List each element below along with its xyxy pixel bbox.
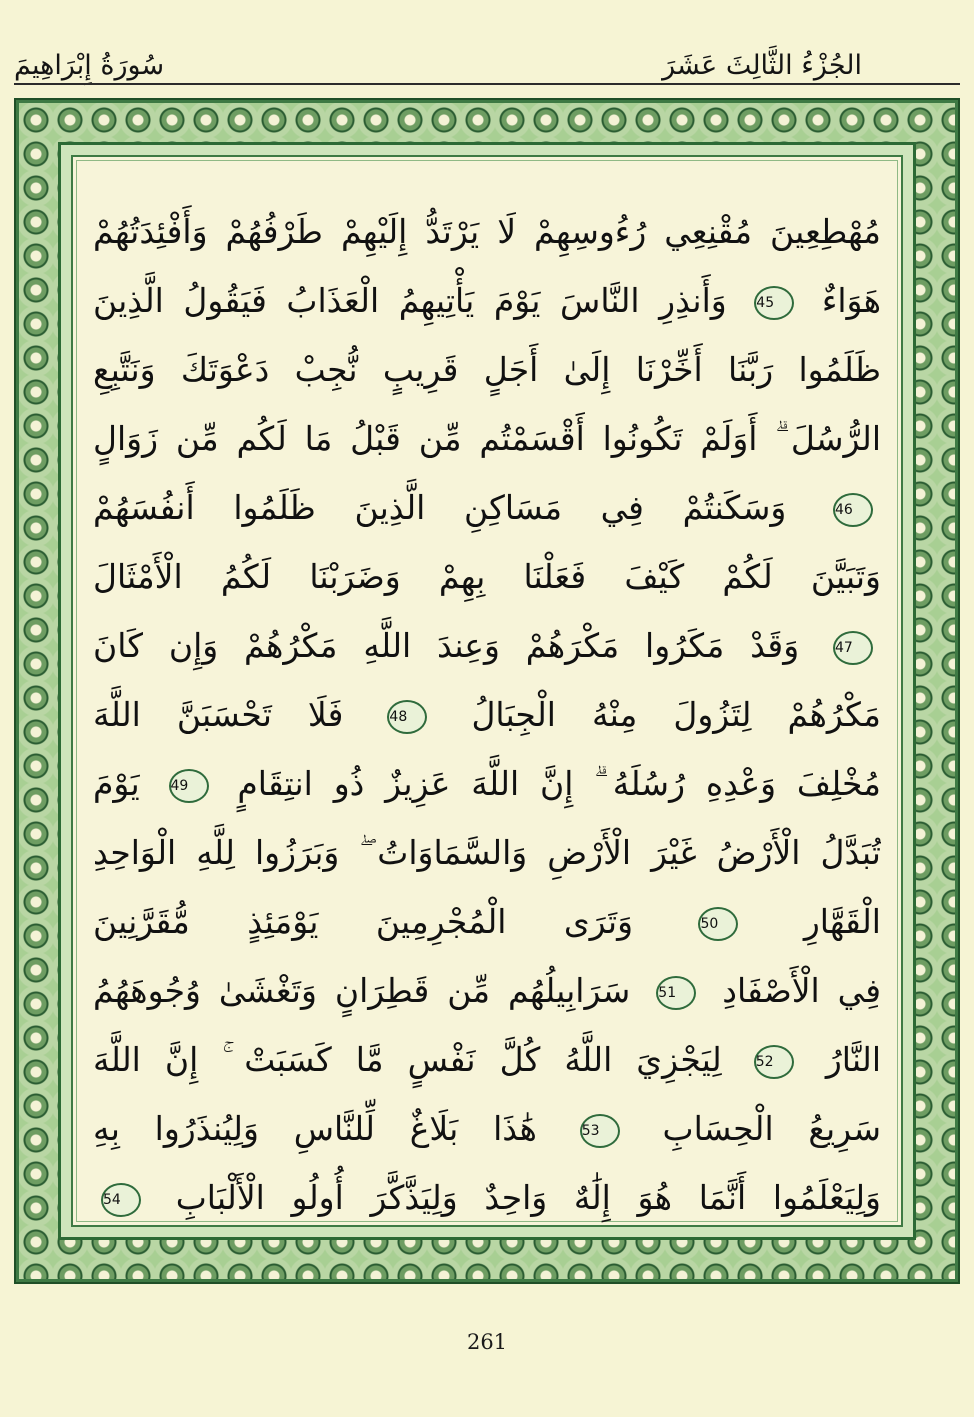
verse-text: النَّارُ — [825, 1040, 881, 1079]
ayah-number-marker: 48 — [387, 700, 427, 734]
juz-header: الجُزْءُ الثَّالِثَ عَشَرَ — [662, 50, 862, 81]
verse-text: فَلَا تَحْسَبَنَّ اللَّهَ — [93, 695, 344, 734]
verse-lines — [93, 197, 881, 1232]
verse-text: وَتَرَى الْمُجْرِمِينَ يَوْمَئِذٍ مُّقَرَّنِينَ — [93, 902, 634, 941]
verse-line — [93, 680, 881, 749]
text-panel — [71, 155, 903, 1227]
verse-line — [93, 1163, 881, 1232]
surah-header: سُورَةُ إِبْرَاهِيمَ — [14, 50, 165, 81]
verse-text: وَتَبَيَّنَ لَكُمْ كَيْفَ فَعَلْنَا بِهِمْ وَضَرَبْنَا لَكُمُ الْأَمْثَالَ — [93, 557, 881, 596]
ayah-number-marker: 52 — [754, 1045, 794, 1079]
verse-text: مُخْلِفَ وَعْدِهِ رُسُلَهُ ۗ إِنَّ اللَّهَ عَزِيزٌ ذُو انتِقَامٍ — [237, 764, 881, 803]
ayah-number-marker: 49 — [169, 769, 209, 803]
verse-line — [93, 335, 881, 404]
ayah-number-marker: 53 — [580, 1114, 620, 1148]
verse-text: هَوَاءٌ — [821, 281, 881, 320]
verse-line — [93, 818, 881, 887]
verse-text: الرُّسُلَ ۗ أَوَلَمْ تَكُونُوا أَقْسَمْتُم مِّن قَبْلُ مَا لَكُم مِّن زَوَالٍ — [93, 419, 881, 458]
ayah-number-marker: 50 — [698, 907, 738, 941]
ayah-number-marker: 46 — [833, 493, 873, 527]
ayah-number-marker: 51 — [656, 976, 696, 1010]
verse-line — [93, 611, 881, 680]
verse-text: وَلِيَعْلَمُوا أَنَّمَا هُوَ إِلَٰهٌ وَاحِدٌ وَلِيَذَّكَّرَ أُولُو الْأَلْبَابِ — [175, 1178, 881, 1217]
verse-line — [93, 197, 881, 266]
ornamental-frame — [14, 98, 960, 1284]
header-rule — [14, 83, 960, 85]
ayah-number-marker: 47 — [833, 631, 873, 665]
verse-text: وَأَنذِرِ النَّاسَ يَوْمَ يَأْتِيهِمُ الْعَذَابُ فَيَقُولُ الَّذِينَ — [93, 281, 727, 320]
verse-line — [93, 266, 881, 335]
verse-text: مَكْرُهُمْ لِتَزُولَ مِنْهُ الْجِبَالُ — [471, 695, 881, 734]
page-number: 261 — [466, 1330, 508, 1354]
verse-line — [93, 1025, 881, 1094]
verse-line — [93, 1094, 881, 1163]
verse-text: ظَلَمُوا رَبَّنَا أَخِّرْنَا إِلَىٰ أَجَلٍ قَرِيبٍ نُّجِبْ دَعْوَتَكَ وَنَتَّبِعِ — [93, 350, 881, 389]
frame-inner-rule — [58, 142, 916, 1240]
verse-line — [93, 956, 881, 1025]
verse-line — [93, 542, 881, 611]
ayah-number-marker: 45 — [754, 286, 794, 320]
verse-text: تُبَدَّلُ الْأَرْضُ غَيْرَ الْأَرْضِ وَالسَّمَاوَاتُ ۖ وَبَرَزُوا لِلَّهِ الْوَاحِدِ — [93, 833, 881, 872]
verse-text: لِيَجْزِيَ اللَّهُ كُلَّ نَفْسٍ مَّا كَسَبَتْ ۚ إِنَّ اللَّهَ — [93, 1040, 722, 1079]
verse-text: فِي الْأَصْفَادِ — [722, 971, 881, 1010]
verse-line — [93, 404, 881, 473]
verse-line — [93, 749, 881, 818]
ayah-number-marker: 54 — [101, 1183, 141, 1217]
verse-text: سَرِيعُ الْحِسَابِ — [662, 1109, 881, 1148]
verse-text: وَسَكَنتُمْ فِي مَسَاكِنِ الَّذِينَ ظَلَمُوا أَنفُسَهُمْ — [93, 488, 787, 527]
verse-line — [93, 473, 881, 542]
verse-text: وَقَدْ مَكَرُوا مَكْرَهُمْ وَعِندَ اللَّهِ مَكْرُهُمْ وَإِن كَانَ — [93, 626, 800, 665]
verse-text: سَرَابِيلُهُم مِّن قَطِرَانٍ وَتَغْشَىٰ وُجُوهَهُمُ — [93, 971, 631, 1010]
verse-line — [93, 887, 881, 956]
verse-text: هَٰذَا بَلَاغٌ لِّلنَّاسِ وَلِيُنذَرُوا بِهِ — [93, 1109, 537, 1148]
verse-text: يَوْمَ — [93, 764, 140, 803]
verse-text: الْقَهَّارِ — [803, 902, 881, 941]
verse-text: مُهْطِعِينَ مُقْنِعِي رُءُوسِهِمْ لَا يَرْتَدُّ إِلَيْهِمْ طَرْفُهُمْ وَأَفْئِدَتُهُمْ — [93, 212, 881, 251]
